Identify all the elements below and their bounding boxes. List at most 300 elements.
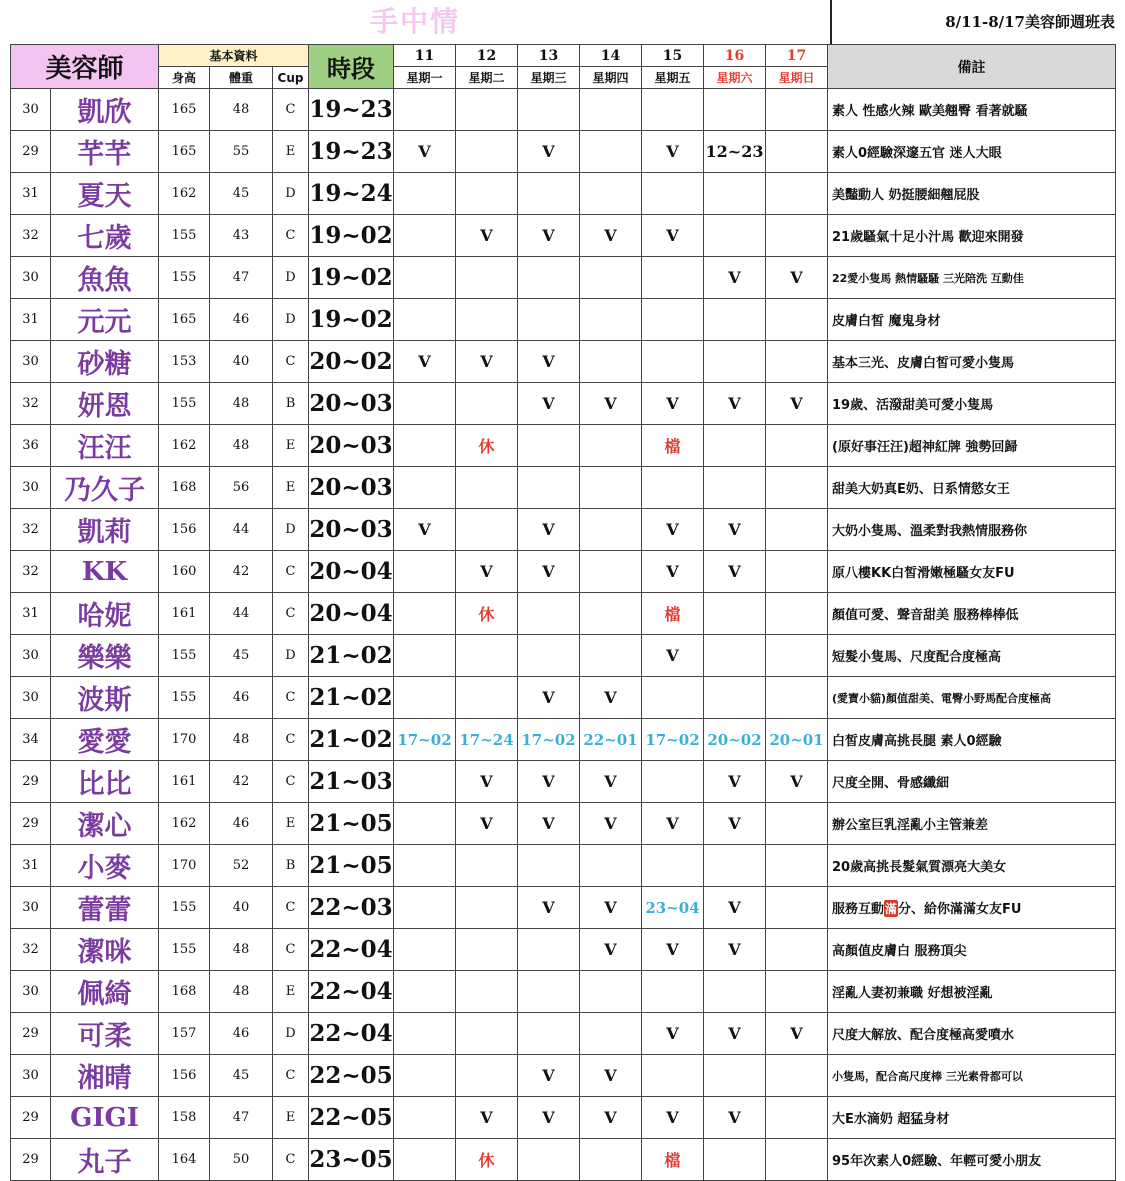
schedule-cell: 20~01	[766, 719, 828, 761]
schedule-cell: V	[704, 257, 766, 299]
schedule-cell	[394, 1013, 456, 1055]
beautician-name: 夏天	[51, 173, 159, 215]
beautician-name: 佩綺	[51, 971, 159, 1013]
schedule-cell: V	[766, 761, 828, 803]
weight-cell: 42	[210, 761, 273, 803]
schedule-cell	[518, 1139, 580, 1181]
cup-cell: C	[273, 887, 309, 929]
schedule-cell	[642, 971, 704, 1013]
table-row	[11, 1097, 1116, 1139]
schedule-cell: V	[704, 551, 766, 593]
schedule-cell: 休	[456, 425, 518, 467]
schedule-cell	[704, 677, 766, 719]
schedule-cell	[642, 845, 704, 887]
weight-cell: 47	[210, 257, 273, 299]
note-text: 分、給你滿滿女友FU	[898, 902, 1022, 917]
height-cell: 168	[159, 971, 210, 1013]
schedule-cell	[580, 299, 642, 341]
schedule-cell	[766, 341, 828, 383]
weight-cell: 46	[210, 1013, 273, 1055]
time-slot-cell: 21~03	[309, 761, 394, 803]
cup-cell: D	[273, 635, 309, 677]
table-row	[11, 383, 1116, 425]
weight-cell: 55	[210, 131, 273, 173]
schedule-cell: V	[642, 383, 704, 425]
time-slot-cell: 22~05	[309, 1097, 394, 1139]
schedule-cell	[704, 173, 766, 215]
age-cell: 30	[11, 89, 51, 131]
schedule-cell	[394, 257, 456, 299]
table-row	[11, 299, 1116, 341]
cup-cell: C	[273, 677, 309, 719]
table-row	[11, 1139, 1116, 1181]
schedule-cell	[580, 341, 642, 383]
note-text: 服務互動	[832, 902, 885, 917]
weight-cell: 43	[210, 215, 273, 257]
schedule-cell: 20~02	[704, 719, 766, 761]
age-cell: 31	[11, 593, 51, 635]
schedule-cell: V	[642, 1097, 704, 1139]
weekday-header: 星期日	[766, 67, 828, 89]
schedule-cell	[766, 89, 828, 131]
schedule-cell: V	[580, 215, 642, 257]
note-cell: (愛寶小貓)顏值甜美、電臀小野馬配合度極高	[828, 677, 1116, 719]
schedule-cell	[518, 173, 580, 215]
name-column-header: 美容師	[11, 45, 159, 89]
schedule-cell	[704, 341, 766, 383]
basic-info-header: 基本資料	[159, 45, 309, 67]
schedule-cell: V	[704, 887, 766, 929]
height-cell: 170	[159, 845, 210, 887]
table-row	[11, 341, 1116, 383]
height-cell: 155	[159, 929, 210, 971]
age-cell: 30	[11, 1055, 51, 1097]
height-cell: 168	[159, 467, 210, 509]
schedule-cell	[642, 89, 704, 131]
schedule-cell	[642, 257, 704, 299]
schedule-table	[10, 44, 1116, 1181]
age-cell: 32	[11, 383, 51, 425]
beautician-name: 比比	[51, 761, 159, 803]
table-row	[11, 1013, 1116, 1055]
table-row	[11, 635, 1116, 677]
age-cell: 32	[11, 215, 51, 257]
schedule-cell: V	[580, 383, 642, 425]
weight-cell: 40	[210, 341, 273, 383]
schedule-cell: V	[766, 383, 828, 425]
cup-cell: C	[273, 551, 309, 593]
height-header: 身高	[159, 67, 210, 89]
header-row-1	[11, 45, 1116, 67]
note-cell: 大E水滴奶 超猛身材	[828, 1097, 1116, 1139]
height-cell: 161	[159, 593, 210, 635]
age-cell: 30	[11, 971, 51, 1013]
schedule-cell	[766, 1139, 828, 1181]
schedule-cell	[766, 803, 828, 845]
table-row	[11, 509, 1116, 551]
schedule-cell: 休	[456, 1139, 518, 1181]
note-cell: 高顏值皮膚白 服務頂尖	[828, 929, 1116, 971]
schedule-cell: 17~02	[394, 719, 456, 761]
weight-cell: 48	[210, 383, 273, 425]
beautician-name: 丸子	[51, 1139, 159, 1181]
schedule-cell	[456, 89, 518, 131]
table-row	[11, 677, 1116, 719]
time-slot-cell: 21~05	[309, 803, 394, 845]
cup-cell: C	[273, 929, 309, 971]
time-slot-cell: 20~02	[309, 341, 394, 383]
schedule-cell: V	[456, 1097, 518, 1139]
age-cell: 31	[11, 299, 51, 341]
schedule-cell	[766, 971, 828, 1013]
day-date-header: 16	[704, 45, 766, 67]
schedule-cell	[394, 551, 456, 593]
schedule-cell	[456, 635, 518, 677]
schedule-cell: V	[518, 677, 580, 719]
schedule-cell: V	[518, 1055, 580, 1097]
weight-cell: 56	[210, 467, 273, 509]
schedule-cell	[642, 761, 704, 803]
schedule-cell: V	[766, 1013, 828, 1055]
schedule-cell: V	[766, 257, 828, 299]
schedule-cell	[580, 173, 642, 215]
schedule-cell	[580, 425, 642, 467]
day-date-header: 17	[766, 45, 828, 67]
beautician-name: 湘晴	[51, 1055, 159, 1097]
schedule-cell: V	[642, 509, 704, 551]
schedule-cell	[580, 635, 642, 677]
weight-cell: 46	[210, 677, 273, 719]
schedule-cell: V	[642, 1013, 704, 1055]
note-cell: 皮膚白皙 魔鬼身材	[828, 299, 1116, 341]
cup-cell: C	[273, 341, 309, 383]
table-row	[11, 593, 1116, 635]
schedule-cell: 檔	[642, 425, 704, 467]
beautician-name: 芊芊	[51, 131, 159, 173]
schedule-cell: V	[518, 509, 580, 551]
table-row	[11, 803, 1116, 845]
cup-cell: D	[273, 299, 309, 341]
height-cell: 155	[159, 383, 210, 425]
weekday-header: 星期六	[704, 67, 766, 89]
schedule-cell	[704, 89, 766, 131]
schedule-cell: V	[518, 215, 580, 257]
schedule-cell	[704, 215, 766, 257]
schedule-cell	[456, 929, 518, 971]
time-slot-cell: 19~02	[309, 257, 394, 299]
schedule-cell: V	[580, 803, 642, 845]
schedule-cell	[704, 845, 766, 887]
beautician-name: 魚魚	[51, 257, 159, 299]
age-cell: 31	[11, 845, 51, 887]
note-cell: 20歲高挑長髮氣質漂亮大美女	[828, 845, 1116, 887]
schedule-cell: V	[456, 215, 518, 257]
note-cell: (原好事汪汪)超神紅牌 強勢回歸	[828, 425, 1116, 467]
schedule-cell	[456, 383, 518, 425]
schedule-cell: 17~24	[456, 719, 518, 761]
schedule-cell: V	[704, 509, 766, 551]
schedule-cell: V	[642, 929, 704, 971]
schedule-cell	[394, 929, 456, 971]
schedule-cell: V	[456, 551, 518, 593]
cup-cell: C	[273, 1055, 309, 1097]
table-row	[11, 761, 1116, 803]
schedule-cell	[394, 215, 456, 257]
weekday-header: 星期三	[518, 67, 580, 89]
schedule-cell	[642, 467, 704, 509]
schedule-cell	[766, 425, 828, 467]
schedule-cell: V	[518, 761, 580, 803]
schedule-cell	[456, 509, 518, 551]
note-cell: 尺度全開、骨感纖細	[828, 761, 1116, 803]
height-cell: 162	[159, 803, 210, 845]
schedule-cell	[394, 635, 456, 677]
height-cell: 155	[159, 677, 210, 719]
schedule-cell	[394, 845, 456, 887]
schedule-cell	[704, 1055, 766, 1097]
time-slot-header: 時段	[309, 45, 394, 89]
schedule-cell	[766, 1097, 828, 1139]
cup-cell: C	[273, 215, 309, 257]
table-row	[11, 971, 1116, 1013]
day-date-header: 11	[394, 45, 456, 67]
age-cell: 29	[11, 1097, 51, 1139]
schedule-cell: V	[704, 1013, 766, 1055]
schedule-cell: V	[704, 761, 766, 803]
table-row	[11, 467, 1116, 509]
beautician-name: 汪汪	[51, 425, 159, 467]
schedule-cell	[518, 89, 580, 131]
schedule-cell	[766, 635, 828, 677]
weight-cell: 48	[210, 425, 273, 467]
time-slot-cell: 20~03	[309, 467, 394, 509]
time-slot-cell: 22~03	[309, 887, 394, 929]
schedule-cell	[518, 467, 580, 509]
schedule-cell: V	[456, 803, 518, 845]
note-cell: 素人 性感火辣 歐美翹臀 看著就騷	[828, 89, 1116, 131]
age-cell: 30	[11, 887, 51, 929]
schedule-cell	[704, 1139, 766, 1181]
notes-header: 備註	[828, 45, 1116, 89]
age-cell: 32	[11, 551, 51, 593]
time-slot-cell: 22~05	[309, 1055, 394, 1097]
schedule-cell: V	[642, 551, 704, 593]
schedule-cell: 22~01	[580, 719, 642, 761]
age-cell: 29	[11, 1139, 51, 1181]
age-cell: 32	[11, 929, 51, 971]
schedule-cell	[394, 1139, 456, 1181]
schedule-cell	[456, 1055, 518, 1097]
schedule-cell	[704, 467, 766, 509]
schedule-cell	[766, 131, 828, 173]
schedule-cell: V	[518, 1097, 580, 1139]
schedule-cell	[394, 383, 456, 425]
schedule-cell: V	[704, 383, 766, 425]
table-row	[11, 89, 1116, 131]
schedule-cell	[766, 509, 828, 551]
schedule-cell	[580, 467, 642, 509]
day-date-header: 12	[456, 45, 518, 67]
schedule-cell	[642, 1055, 704, 1097]
weekday-header: 星期四	[580, 67, 642, 89]
schedule-cell	[456, 467, 518, 509]
schedule-cell	[580, 971, 642, 1013]
age-cell: 31	[11, 173, 51, 215]
schedule-cell	[518, 929, 580, 971]
age-cell: 29	[11, 803, 51, 845]
weight-cell: 46	[210, 299, 273, 341]
schedule-cell	[456, 971, 518, 1013]
time-slot-cell: 20~03	[309, 509, 394, 551]
beautician-name: 乃久子	[51, 467, 159, 509]
schedule-cell	[456, 173, 518, 215]
cup-cell: B	[273, 383, 309, 425]
cup-header: Cup	[273, 67, 309, 89]
time-slot-cell: 23~05	[309, 1139, 394, 1181]
beautician-name: 元元	[51, 299, 159, 341]
note-cell: 95年次素人0經驗、年輕可愛小朋友	[828, 1139, 1116, 1181]
beautician-name: 七歲	[51, 215, 159, 257]
age-cell: 30	[11, 635, 51, 677]
schedule-cell: V	[580, 677, 642, 719]
weight-cell: 48	[210, 971, 273, 1013]
beautician-name: 潔咪	[51, 929, 159, 971]
table-row	[11, 1055, 1116, 1097]
age-cell: 29	[11, 761, 51, 803]
weekday-header: 星期一	[394, 67, 456, 89]
table-row	[11, 425, 1116, 467]
table-row	[11, 173, 1116, 215]
schedule-cell: V	[704, 1097, 766, 1139]
age-cell: 34	[11, 719, 51, 761]
schedule-cell	[394, 1097, 456, 1139]
schedule-cell: V	[394, 509, 456, 551]
schedule-cell: V	[394, 131, 456, 173]
schedule-cell: V	[704, 803, 766, 845]
cup-cell: C	[273, 1139, 309, 1181]
table-row	[11, 215, 1116, 257]
schedule-cell	[518, 845, 580, 887]
schedule-cell	[518, 971, 580, 1013]
beautician-name: KK	[51, 551, 159, 593]
schedule-cell	[394, 299, 456, 341]
cup-cell: D	[273, 173, 309, 215]
schedule-cell	[766, 677, 828, 719]
schedule-cell	[580, 257, 642, 299]
schedule-cell	[642, 299, 704, 341]
schedule-cell	[456, 131, 518, 173]
schedule-cell: V	[580, 929, 642, 971]
schedule-cell	[766, 1055, 828, 1097]
note-cell: 美豔動人 奶挺腰細翹屁股	[828, 173, 1116, 215]
schedule-cell	[518, 593, 580, 635]
weight-cell: 48	[210, 929, 273, 971]
day-date-header: 13	[518, 45, 580, 67]
schedule-cell: V	[394, 341, 456, 383]
time-slot-cell: 20~04	[309, 551, 394, 593]
schedule-cell	[766, 173, 828, 215]
schedule-cell	[766, 467, 828, 509]
cup-cell: E	[273, 425, 309, 467]
weight-cell: 46	[210, 803, 273, 845]
age-cell: 30	[11, 467, 51, 509]
beautician-name: 可柔	[51, 1013, 159, 1055]
weight-cell: 47	[210, 1097, 273, 1139]
beautician-name: 凱欣	[51, 89, 159, 131]
table-row	[11, 131, 1116, 173]
age-cell: 36	[11, 425, 51, 467]
height-cell: 162	[159, 173, 210, 215]
schedule-date-range: 8/11-8/17美容師週班表	[830, 0, 1125, 44]
cup-cell: E	[273, 1097, 309, 1139]
schedule-cell	[766, 845, 828, 887]
day-date-header: 14	[580, 45, 642, 67]
height-cell: 155	[159, 257, 210, 299]
height-cell: 156	[159, 1055, 210, 1097]
weight-cell: 42	[210, 551, 273, 593]
note-cell: 基本三光、皮膚白皙可愛小隻馬	[828, 341, 1116, 383]
schedule-cell	[394, 467, 456, 509]
schedule-cell: V	[518, 887, 580, 929]
note-cell: 19歲、活潑甜美可愛小隻馬	[828, 383, 1116, 425]
schedule-cell	[766, 593, 828, 635]
day-date-header: 15	[642, 45, 704, 67]
schedule-cell	[518, 299, 580, 341]
schedule-cell: 17~02	[642, 719, 704, 761]
schedule-cell	[704, 971, 766, 1013]
height-cell: 156	[159, 509, 210, 551]
beautician-name: 波斯	[51, 677, 159, 719]
height-cell: 155	[159, 635, 210, 677]
beautician-name: 砂糖	[51, 341, 159, 383]
time-slot-cell: 19~23	[309, 131, 394, 173]
schedule-cell: V	[518, 131, 580, 173]
age-cell: 30	[11, 341, 51, 383]
table-row	[11, 887, 1116, 929]
schedule-cell	[394, 1055, 456, 1097]
schedule-cell: 12~23	[704, 131, 766, 173]
beautician-name: 樂樂	[51, 635, 159, 677]
schedule-cell	[394, 173, 456, 215]
schedule-cell	[456, 677, 518, 719]
schedule-cell	[394, 677, 456, 719]
cup-cell: D	[273, 257, 309, 299]
height-cell: 165	[159, 131, 210, 173]
note-cell: 白皙皮膚高挑長腿 素人0經驗	[828, 719, 1116, 761]
schedule-cell: V	[642, 635, 704, 677]
note-cell: 顏值可愛、聲音甜美 服務棒棒低	[828, 593, 1116, 635]
note-cell: 短髮小隻馬、尺度配合度極高	[828, 635, 1116, 677]
schedule-cell: V	[580, 1097, 642, 1139]
schedule-cell: 23~04	[642, 887, 704, 929]
weight-cell: 44	[210, 593, 273, 635]
beautician-name: 蕾蕾	[51, 887, 159, 929]
height-cell: 157	[159, 1013, 210, 1055]
schedule-cell: V	[518, 551, 580, 593]
table-row	[11, 257, 1116, 299]
age-cell: 29	[11, 1013, 51, 1055]
height-cell: 155	[159, 215, 210, 257]
schedule-cell	[394, 425, 456, 467]
schedule-cell: V	[580, 1055, 642, 1097]
note-cell: 大奶小隻馬、溫柔對我熱情服務你	[828, 509, 1116, 551]
schedule-cell	[518, 257, 580, 299]
schedule-cell	[704, 635, 766, 677]
table-row	[11, 929, 1116, 971]
time-slot-cell: 21~02	[309, 719, 394, 761]
note-cell: 21歲騷氣十足小汁馬 歡迎來開發	[828, 215, 1116, 257]
schedule-cell: 17~02	[518, 719, 580, 761]
